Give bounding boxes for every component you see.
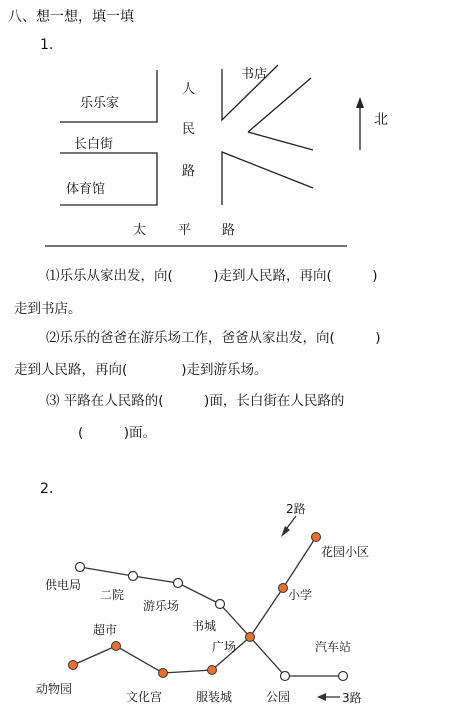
second-hospital-label: 二院: [100, 588, 125, 602]
park-label: 公园: [266, 690, 291, 704]
route-2-label: 2路: [286, 502, 306, 516]
renmin-road-char-3: 路: [182, 164, 196, 179]
gym-label: 体育馆: [66, 182, 106, 197]
changbai-street-label: 长白街: [74, 137, 114, 152]
route-3-arrow-head: [317, 693, 326, 701]
question-2-line-1: ⑵乐乐的爸爸在游乐场工作，爸爸从家出发，向( ): [46, 330, 381, 346]
school-label: 小学: [288, 588, 313, 602]
culture-palace-label: 文化宫: [126, 690, 163, 704]
route-2-arrow-head: [281, 526, 290, 537]
node-bus-station: [339, 672, 348, 681]
question-1-line-1: ⑴乐乐从家出发，向( )走到人民路，再向( ): [46, 268, 378, 284]
garden-label: 花园小区: [321, 545, 370, 559]
taiping-road-char-3: 路: [222, 223, 236, 238]
north-label: 北: [374, 112, 388, 128]
zoo-label: 动物园: [36, 682, 73, 696]
lele-home-label: 乐乐家: [80, 96, 120, 111]
question-3-line-1: ⑶ 平路在人民路的( )面，长白街在人民路的: [46, 393, 345, 409]
node-park: [281, 672, 290, 681]
taiping-road-char-1: 太: [133, 223, 147, 238]
node-culture-palace: [159, 669, 168, 678]
section-title: 八、想一想，填一填: [8, 9, 134, 25]
node-school: [279, 584, 288, 593]
question-1-line-2: 走到书店。: [14, 301, 82, 317]
node-zoo: [69, 661, 78, 670]
question-3-line-2: ( )面。: [78, 425, 157, 441]
problem-1-number: 1.: [40, 37, 54, 53]
node-book-city: [216, 600, 225, 609]
amusement-park-label: 游乐场: [143, 599, 180, 613]
question-2-line-2: 走到人民路，再向( )走到游乐场。: [14, 362, 268, 378]
node-amusement-park: [174, 579, 183, 588]
renmin-road-char-1: 人: [182, 82, 196, 97]
supermarket-label: 超市: [93, 623, 118, 637]
node-clothing-city: [208, 666, 217, 675]
clothing-city-label: 服装城: [196, 690, 233, 704]
problem-2-number: 2.: [40, 481, 54, 497]
taiping-road-char-2: 平: [178, 223, 192, 238]
bookstore-label: 书店: [241, 67, 268, 82]
node-garden: [312, 533, 321, 542]
node-square: [246, 633, 255, 642]
node-second-hospital: [129, 572, 138, 581]
route-zoo-segment: [73, 646, 116, 665]
square-label: 广场: [212, 640, 237, 654]
bus-station-label: 汽车站: [315, 640, 352, 654]
book-city-label: 书城: [192, 619, 217, 633]
power-bureau-label: 供电局: [45, 578, 82, 592]
node-supermarket: [112, 642, 121, 651]
route-3-label: 3路: [342, 691, 362, 705]
node-power-bureau: [76, 563, 85, 572]
renmin-road-char-2: 民: [182, 122, 196, 137]
